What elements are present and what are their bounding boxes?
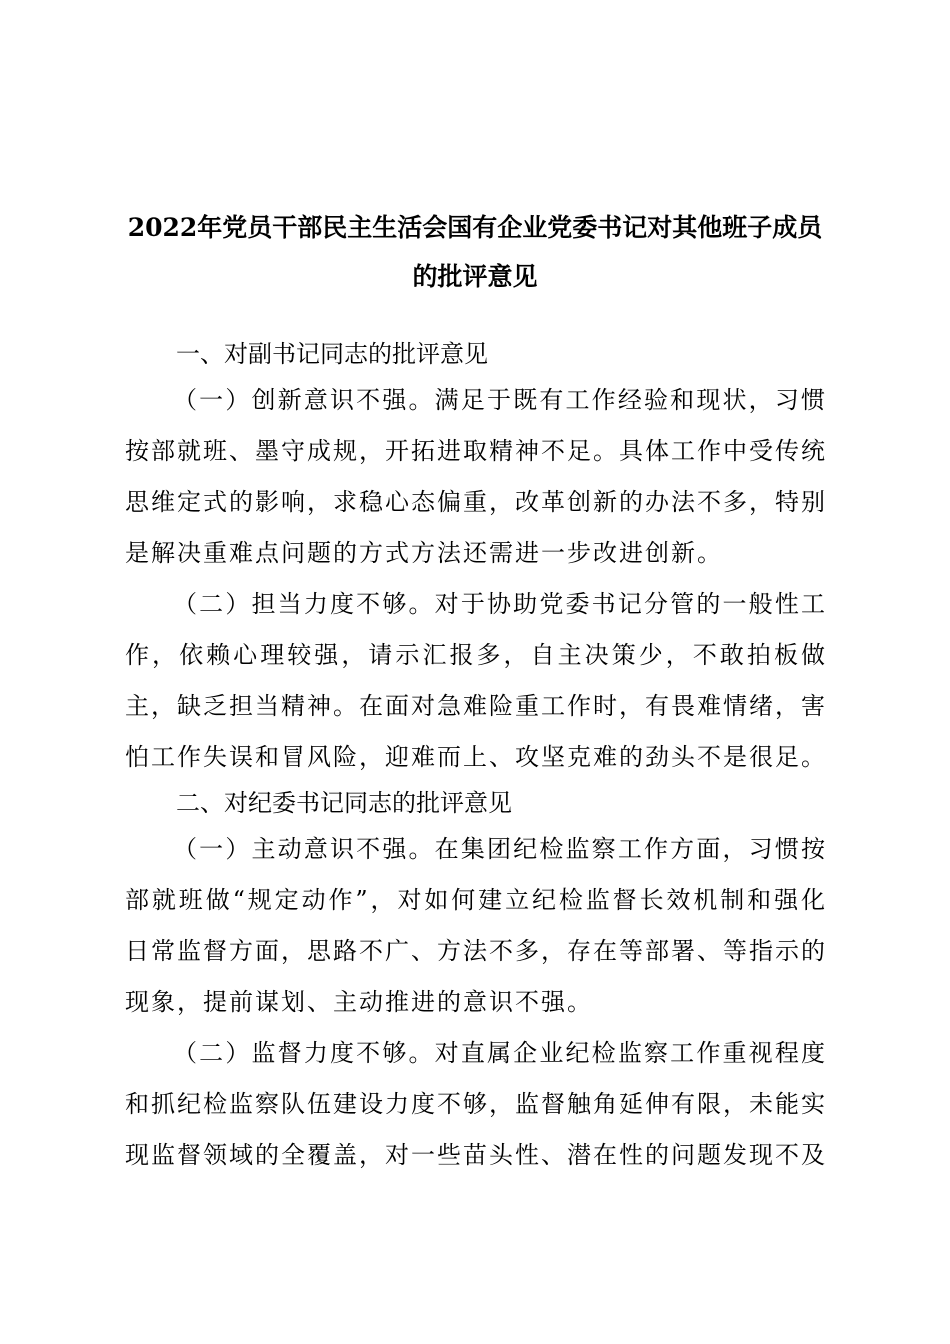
document-title-line-2: 的批评意见 [412, 262, 538, 291]
section-1-paragraph-1: （一）创新意识不强。满足于既有工作经验和现状，习惯按部就班、墨守成规，开拓进取精神不足。具体工作中受传统思维定式的影响，求稳心态偏重，改革创新的办法不多，特别是解决重难点问题的方式方法还需进一步改进创新。 [125, 386, 827, 567]
section-2-heading: 二、对纪委书记同志的批评意见 [176, 789, 512, 817]
section-1-paragraph-2: （二）担当力度不够。对于协助党委书记分管的一般性工作，依赖心理较强，请示汇报多，自主决策少，不敢拍板做主，缺乏担当精神。在面对急难险重工作时，有畏难情绪，害怕工作失误和冒风险，迎难而上、攻坚克难的劲头不是很足。 [125, 590, 827, 771]
section-1-heading: 一、对副书记同志的批评意见 [176, 340, 488, 368]
section-2-paragraph-2: （二）监督力度不够。对直属企业纪检监察工作重视程度和抓纪检监察队伍建设力度不够，监督触角延伸有限，未能实现监督领域的全覆盖，对一些苗头性、潜在性的问题发现不及 [125, 1039, 827, 1169]
section-2-paragraph-1: （一）主动意识不强。在集团纪检监察工作方面，习惯按部就班做“规定动作”，对如何建立纪检监督长效机制和强化日常监督方面，思路不广、方法不多，存在等部署、等指示的现象，提前谋划、主动推进的意识不强。 [125, 835, 827, 1016]
document-title-line-1: 2022年党员干部民主生活会国有企业党委书记对其他班子成员 [127, 213, 823, 242]
